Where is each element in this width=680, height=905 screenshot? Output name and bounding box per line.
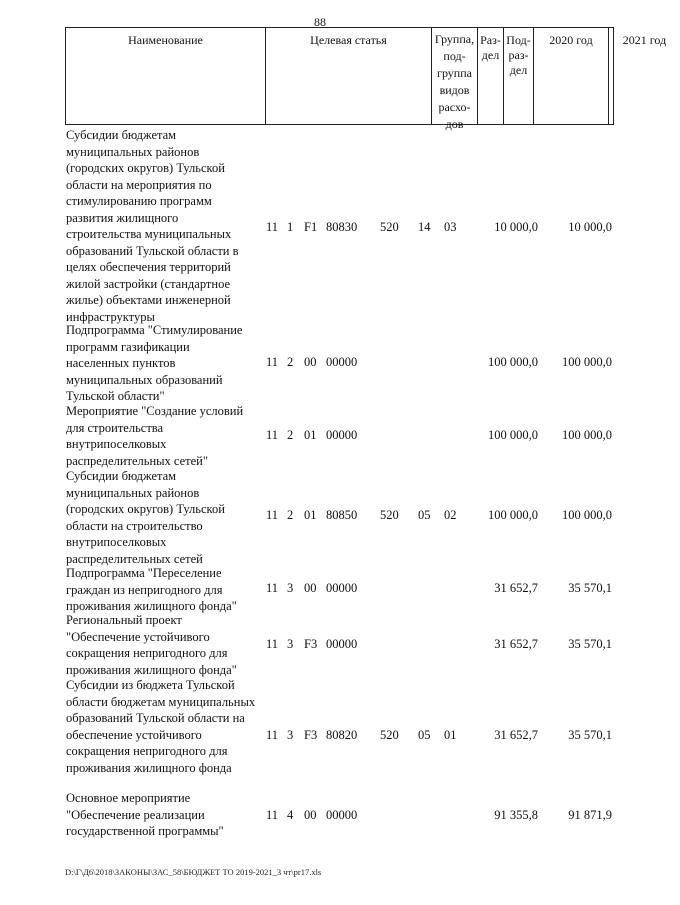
- row-code-4: 00000: [326, 428, 358, 442]
- row-code-1: 11: [266, 220, 279, 234]
- row-code-1: 11: [266, 581, 279, 595]
- row-code-1: 11: [266, 428, 279, 442]
- row-group: 520: [380, 220, 399, 234]
- row-code-2: 3: [287, 637, 294, 651]
- row-code-2: 2: [287, 428, 294, 442]
- row-code-4: 00000: [326, 355, 358, 369]
- row-name: Подпрограмма "Переселение граждан из непригодного для проживания жилищного фонда": [66, 566, 237, 613]
- row-code-2: 3: [287, 728, 294, 742]
- row-code-3: F3: [304, 728, 318, 742]
- row-code-2: 2: [287, 355, 294, 369]
- row-2020: 10 000,0: [494, 220, 538, 234]
- row-name: Мероприятие "Создание условий для строительства внутрипоселковых распределительных сетей": [66, 404, 244, 468]
- row-name: Подпрограмма "Стимулирование программ газификации населенных пунктов муниципальных образований Тульской области": [66, 323, 243, 403]
- row-code-4: 80820: [326, 728, 358, 742]
- header-subsection: Под- раз- дел: [503, 28, 533, 124]
- row-code-3: F3: [304, 637, 318, 651]
- row-section: 05: [418, 508, 431, 522]
- page-number: 88: [314, 15, 326, 29]
- row-2020: 91 355,8: [494, 808, 538, 822]
- row-code-1: 11: [266, 637, 279, 651]
- row-section: 05: [418, 728, 431, 742]
- row-2020: 31 652,7: [494, 728, 538, 742]
- row-code-3: F1: [304, 220, 318, 234]
- header-section: Раз- дел: [477, 28, 503, 124]
- row-group: 520: [380, 728, 399, 742]
- row-2020: 31 652,7: [494, 637, 538, 651]
- row-code-1: 11: [266, 728, 279, 742]
- row-name: Региональный проект "Обеспечение устойчивого сокращения непригодного для проживания жилищного фонда": [66, 613, 237, 677]
- header-target-article: Целевая статья: [265, 28, 431, 124]
- row-2021: 91 871,9: [568, 808, 612, 822]
- footer-file-path: D:\Г\Д6\2018\ЗАКОНЫ\ЗАС_58\БЮДЖЕТ ТО 2019-2021_3 чт\pr17.xls: [65, 867, 322, 877]
- row-name: Субсидии из бюджета Тульской области бюджетам муниципальных образований Тульской области на обеспечение устойчивого сокращения непригодного для проживания жилищного фонда: [66, 678, 256, 775]
- row-2021: 100 000,0: [562, 508, 612, 522]
- row-code-2: 2: [287, 508, 294, 522]
- row-code-1: 11: [266, 508, 279, 522]
- header-2020: 2020 год: [533, 28, 608, 124]
- row-2021: 35 570,1: [568, 637, 612, 651]
- row-code-1: 11: [266, 808, 279, 822]
- row-name: Субсидии бюджетам муниципальных районов (городских округов) Тульской области на строительство внутрипоселковых распределительных сетей: [66, 469, 225, 566]
- header-2021: 2021 год: [608, 28, 680, 124]
- row-group: 520: [380, 508, 399, 522]
- row-code-3: 00: [304, 808, 317, 822]
- row-code-3: 01: [304, 428, 317, 442]
- row-2020: 100 000,0: [488, 508, 538, 522]
- row-2020: 100 000,0: [488, 355, 538, 369]
- row-2021: 100 000,0: [562, 355, 612, 369]
- row-2021: 35 570,1: [568, 728, 612, 742]
- row-subsection: 03: [444, 220, 457, 234]
- row-code-4: 80850: [326, 508, 358, 522]
- row-code-4: 80830: [326, 220, 358, 234]
- row-2021: 35 570,1: [568, 581, 612, 595]
- row-code-4: 00000: [326, 637, 358, 651]
- row-subsection: 02: [444, 508, 457, 522]
- row-code-2: 3: [287, 581, 294, 595]
- row-code-3: 00: [304, 581, 317, 595]
- row-subsection: 01: [444, 728, 457, 742]
- header-group: Группа, под- группа видов расхо- дов: [431, 28, 477, 124]
- row-code-1: 11: [266, 355, 279, 369]
- row-code-4: 00000: [326, 808, 358, 822]
- table-header: [65, 27, 667, 131]
- row-code-3: 01: [304, 508, 317, 522]
- row-code-4: 00000: [326, 581, 358, 595]
- row-name: Субсидии бюджетам муниципальных районов (городских округов) Тульской области на мероприятия по стимулированию программ развития жилищного строительства муниципальных образований Тульской области в целях обеспечения территорий жилой застройки (стандартное жилье) объектами инженерной инфраструктуры: [66, 128, 239, 324]
- row-2021: 100 000,0: [562, 428, 612, 442]
- row-code-2: 1: [287, 220, 294, 234]
- row-code-3: 00: [304, 355, 317, 369]
- row-2021: 10 000,0: [568, 220, 612, 234]
- header-name: Наименование: [128, 33, 203, 47]
- row-2020: 100 000,0: [488, 428, 538, 442]
- row-2020: 31 652,7: [494, 581, 538, 595]
- row-name: Основное мероприятие "Обеспечение реализации государственной программы": [66, 791, 224, 838]
- row-code-2: 4: [287, 808, 294, 822]
- row-section: 14: [418, 220, 431, 234]
